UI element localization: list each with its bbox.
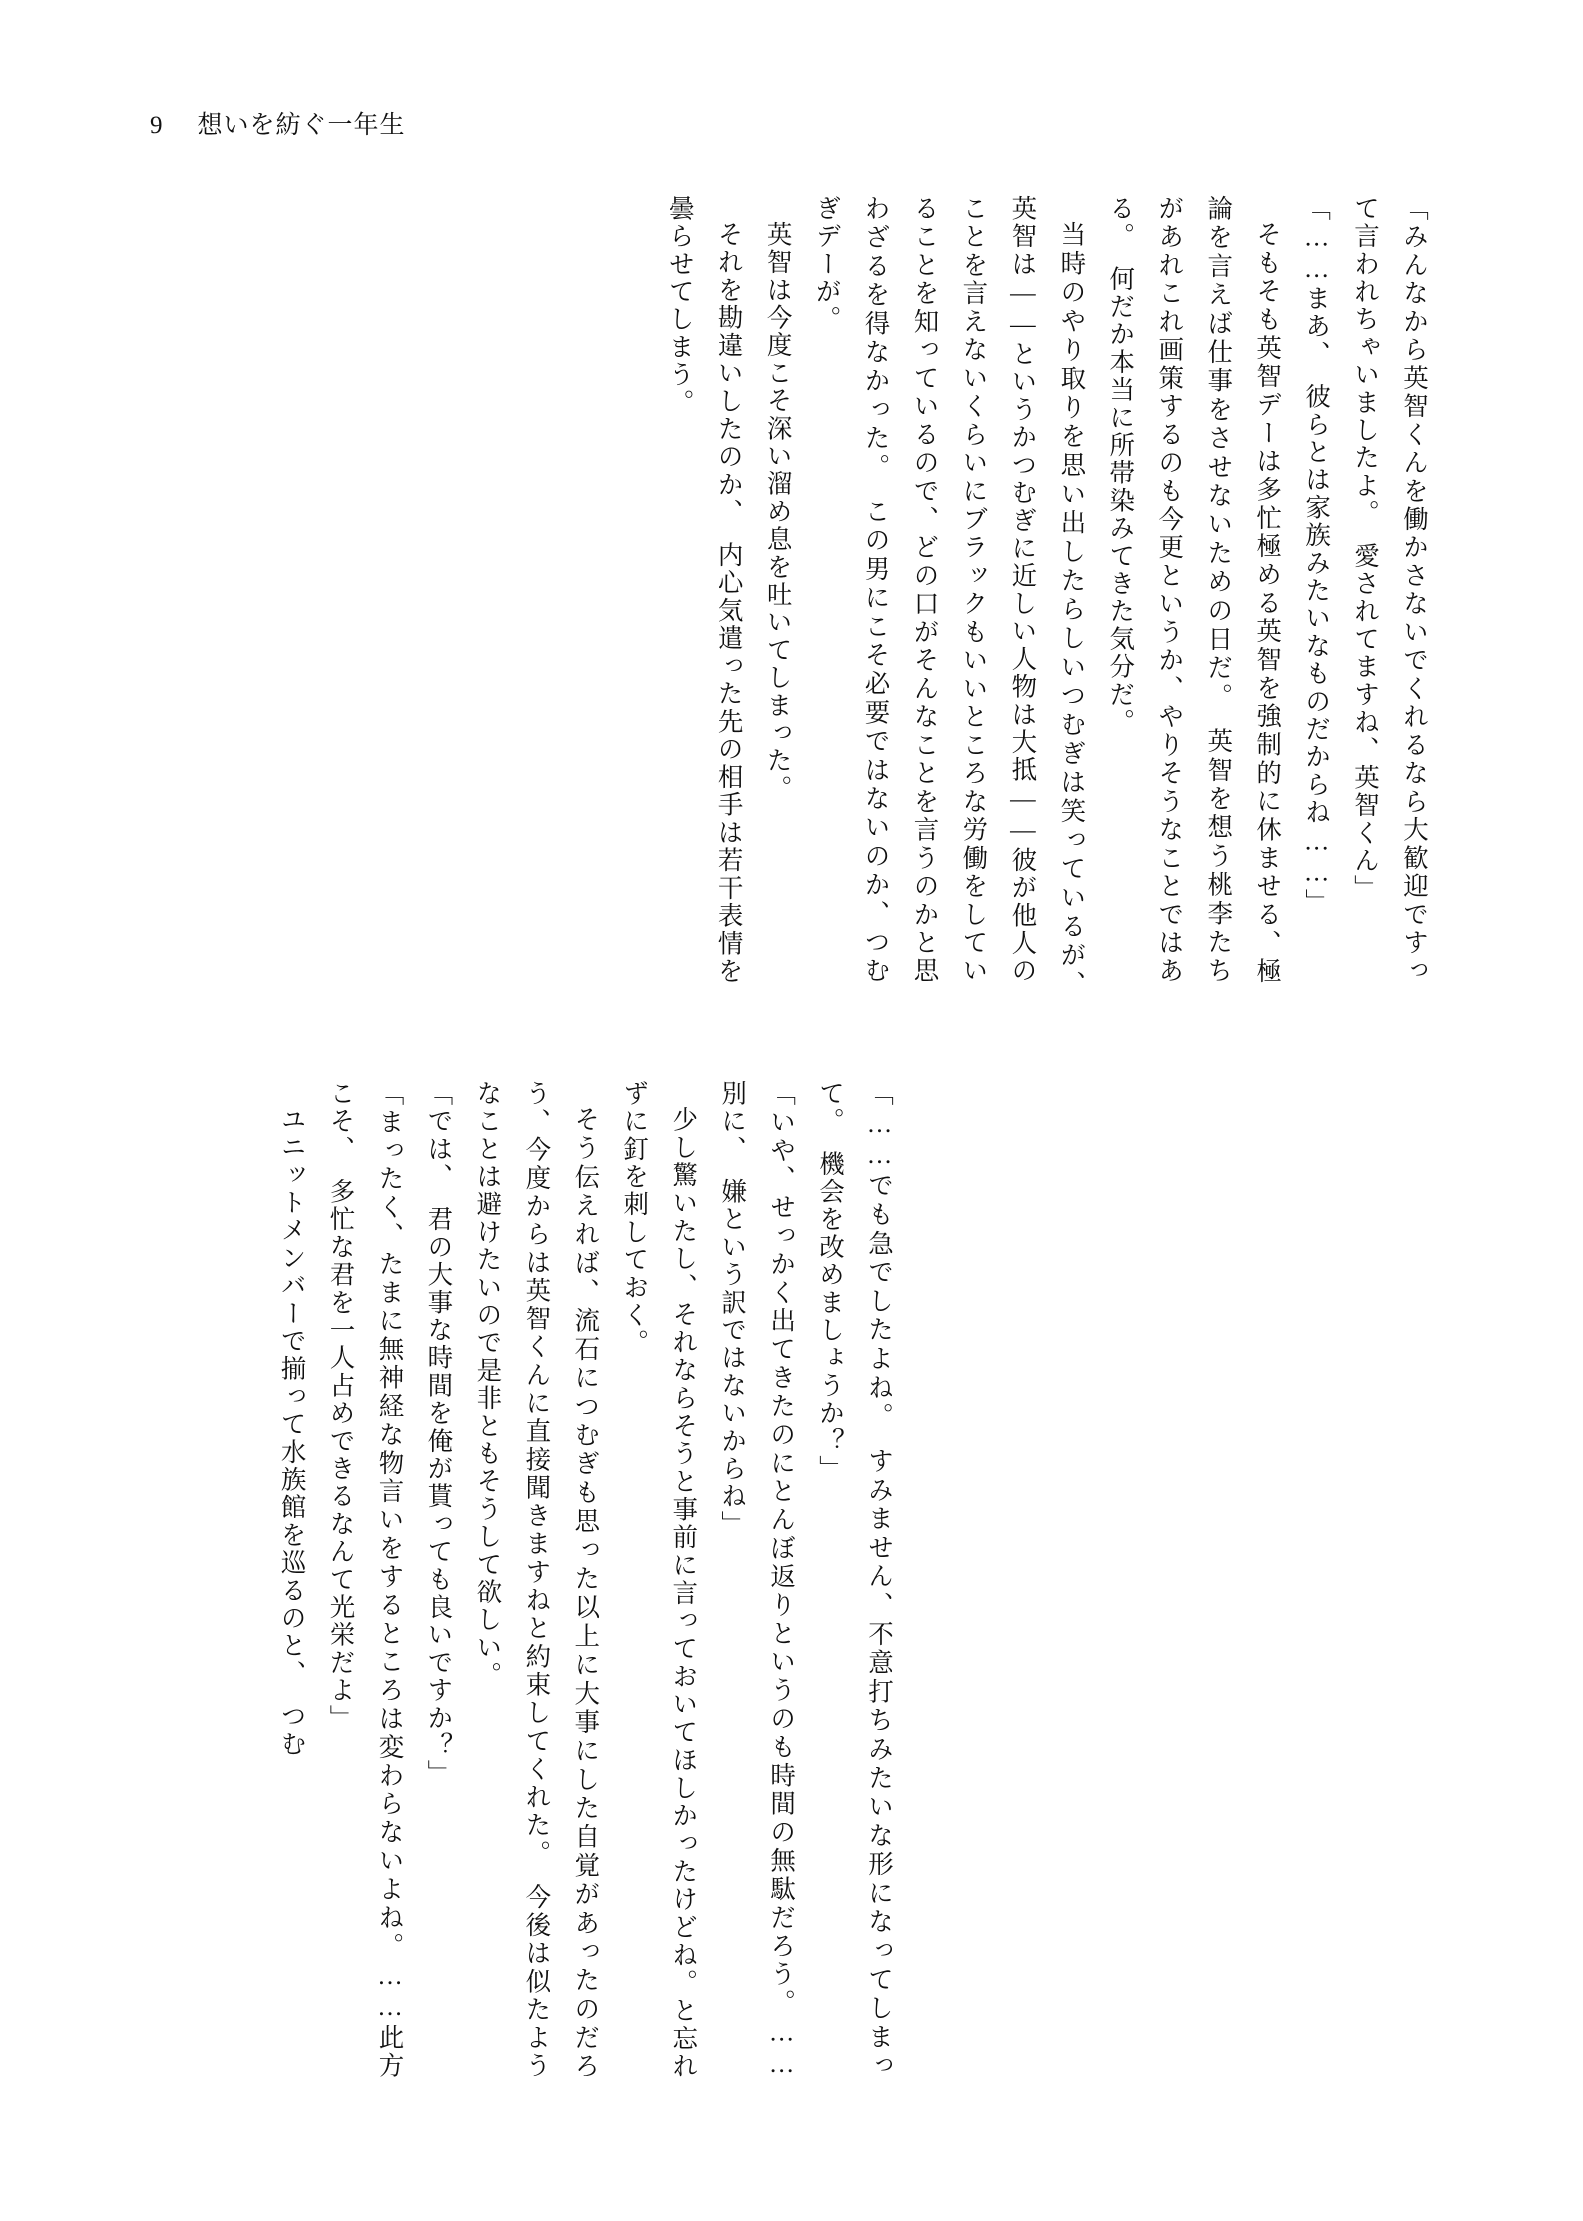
paragraph: 「……まあ、 彼らとは家族みたいなものだからね……」	[1302, 195, 1332, 917]
paragraph: 「いや、せっかく出てきたのにとんぼ返りというのも時間の無駄だろう。……別に、 嫌という訳ではないからね」	[718, 1080, 797, 2080]
chapter-title: 想いを紡ぐ一年生	[197, 112, 406, 139]
paragraph: それを勘違いしたのか、 内心気遣った先の相手は若干表情を曇らせてしまう。	[665, 195, 744, 985]
paragraph: そう伝えれば、流石につむぎも思った以上に大事にした自覚があったのだろう、今度からは英智くんに直接聞きますねと約束してくれた。 今後は似たようなことは避けたいので是非ともそうして欲しい。	[473, 1080, 601, 2080]
paragraph: 当時のやり取りを思い出したらしいつむぎは笑っているが、 英智は――というかつむぎに近しい人物は大抵――彼が他人のことを言えないくらいにブラックもいいところな労働をしていることを知っているので、どの口がそんなことを言うのかと思わざるを得なかった。 この男にこそ必要ではないのか、つむぎデーが。	[812, 195, 1087, 1013]
paragraph: ユニットメンバーで揃って水族館を巡るのと、 つむ	[277, 1105, 307, 1758]
paragraph: 「では、 君の大事な時間を俺が貰っても良いですか？」	[424, 1080, 454, 1788]
paragraph: 「みんなから英智くんを働かさないでくれるなら大歓迎ですって言われちゃいましたよ。 愛されてますね、英智くん」	[1351, 195, 1429, 985]
paragraph: 「まったく、たまに無神経な物言いをするところは変わらないよね。……此方こそ、 多忙な君を一人占めできるなんて光栄だよ」	[326, 1080, 405, 2080]
body-text-lower	[143, 1080, 903, 2080]
body-text-upper	[665, 195, 1438, 1013]
paragraph: 「……でも急でしたよね。 すみません、不意打ちみたいな形になってしまって。 機会を改めましょうか？」	[816, 1080, 894, 2080]
paragraph: 英智は今度こそ深い溜め息を吐いてしまった。	[763, 220, 793, 803]
running-header	[150, 105, 406, 141]
paragraph: そもそも英智デーは多忙極める英智を強制的に休ませる、極論を言えば仕事をさせないための日だ。 英智を想う桃李たちがあれこれ画策するのも今更というか、やりそうなことではある。 何だか本当に所帯染みてきた気分だ。	[1106, 195, 1283, 985]
page-number: 9	[150, 112, 164, 139]
paragraph: 少し驚いたし、それならそうと事前に言っておいてほしかったけどね。と忘れずに釘を刺しておく。	[620, 1080, 699, 2080]
